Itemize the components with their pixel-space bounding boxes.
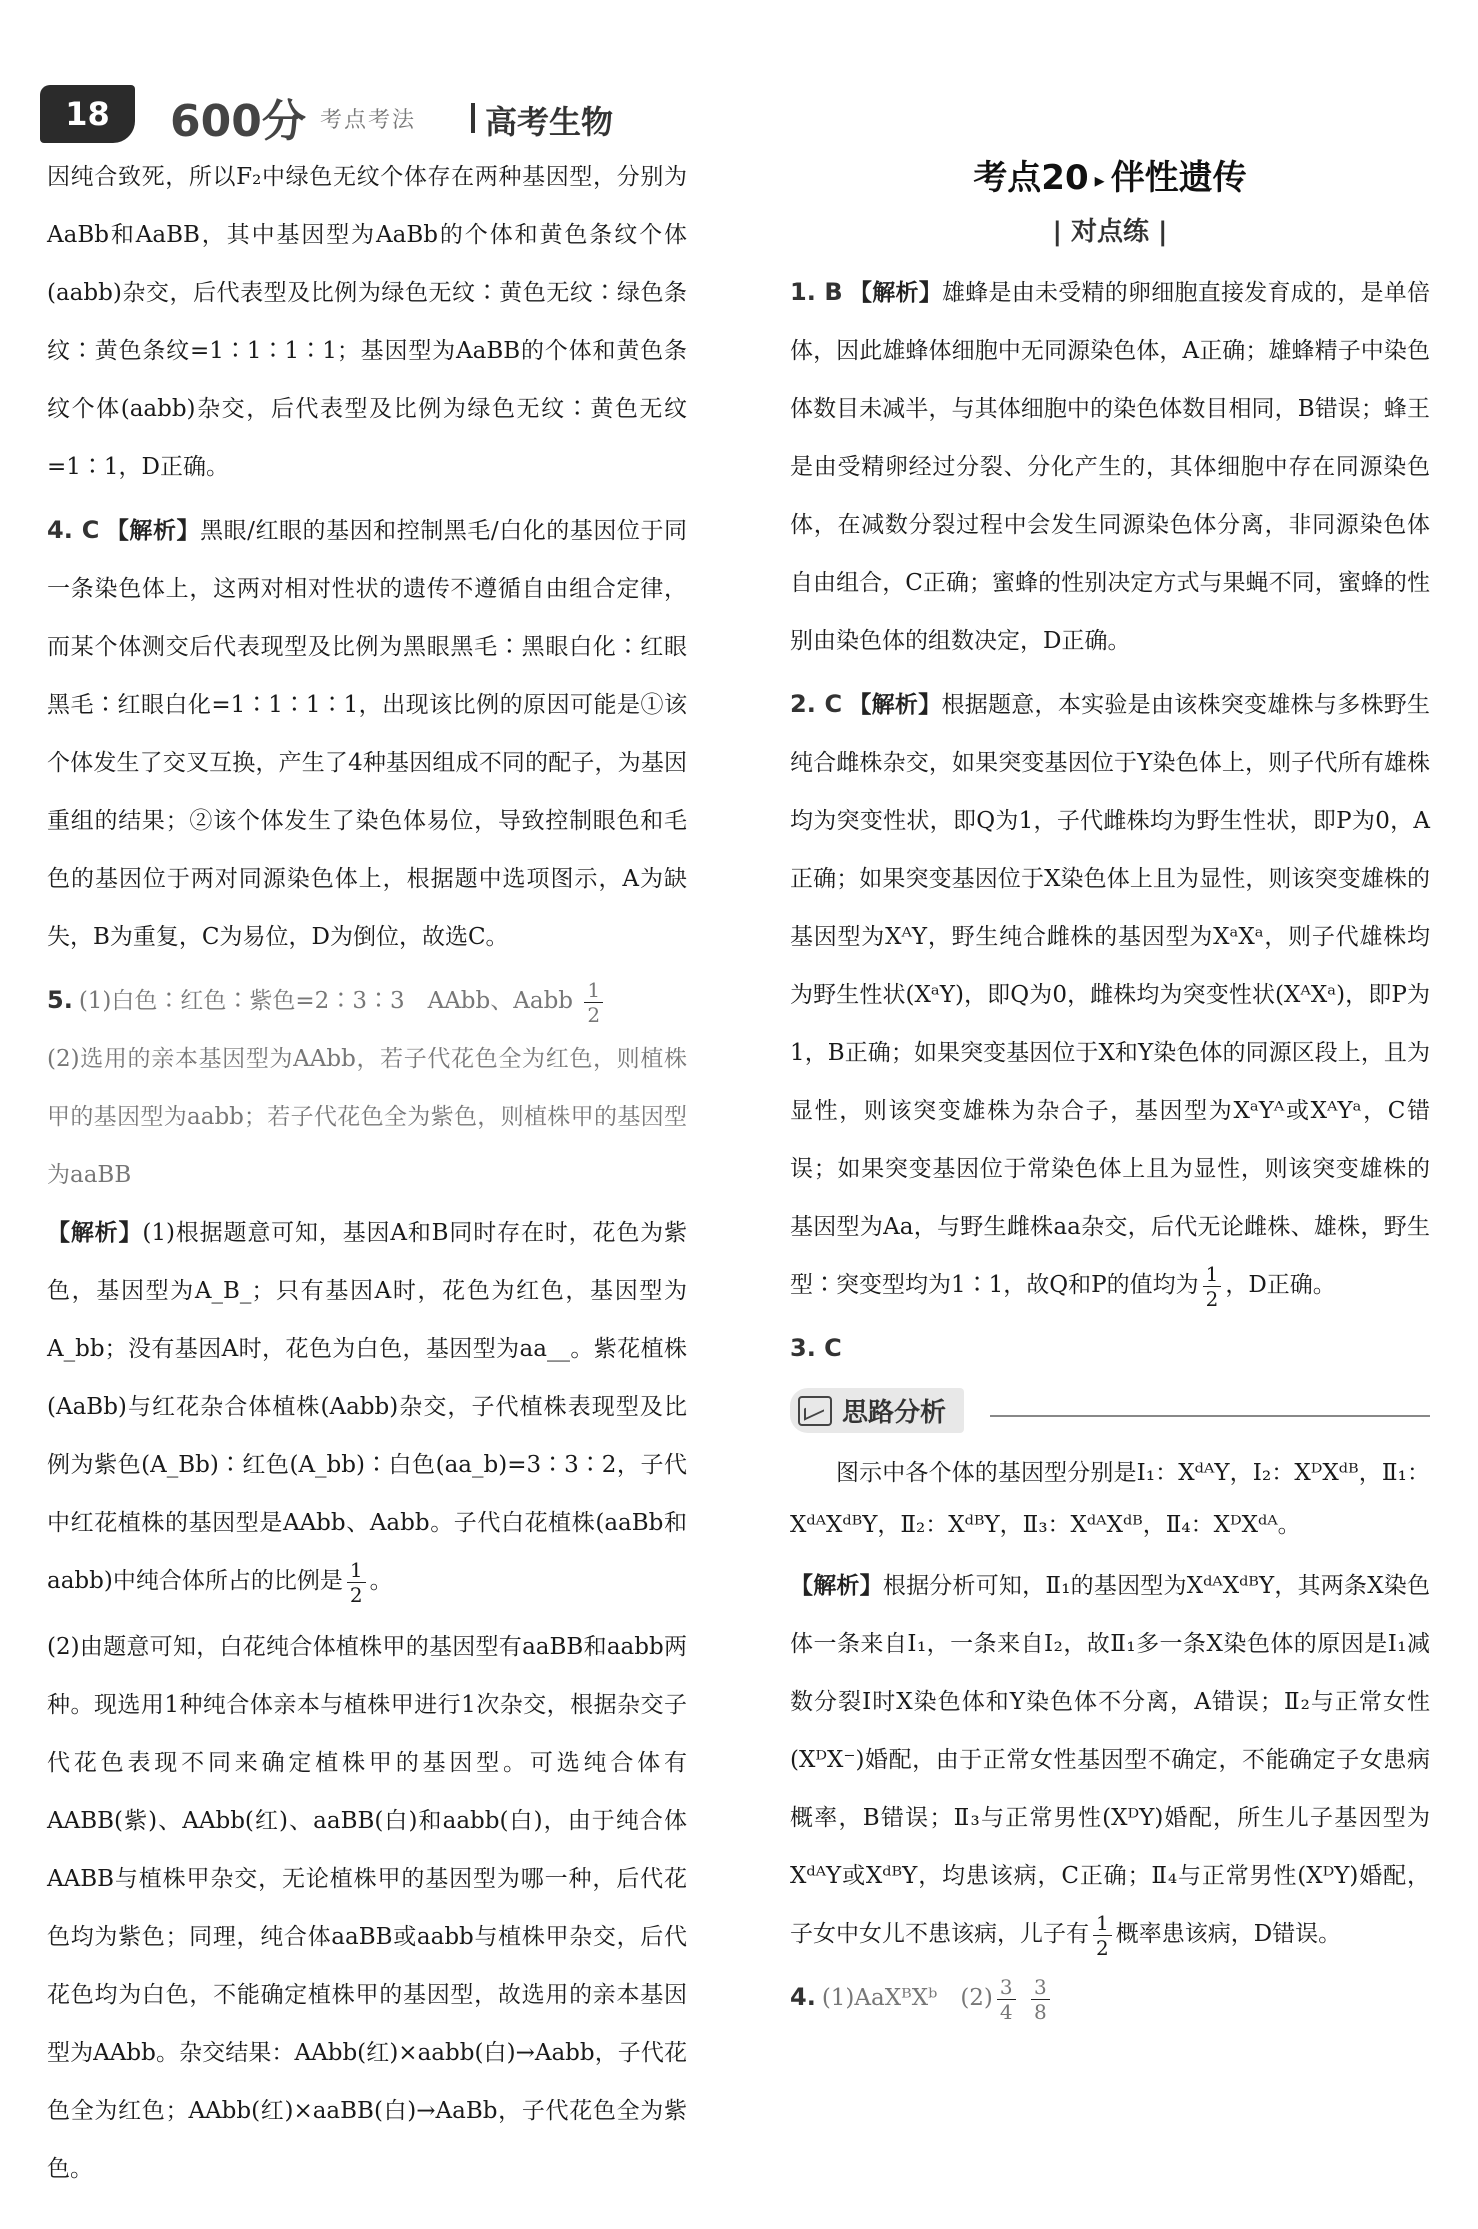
answer-5	[47, 972, 687, 1030]
explanation-5-part-2: (2)由题意可知，白花纯合体植株甲的基因型有aaBB和aabb两种。现选用1种纯合体亲本与植株甲进行1次杂交，根据杂交子代花色表现不同来确定植株甲的基因型。可选纯合体有AABB(紫)、AAbb(红)、aaBB(白)和aabb(白)，由于纯合体AABB与植株甲杂交，无论植株甲的基因型为哪一种，后代花色均为紫色；同理，纯合体aaBB或aabb与植株甲杂交，后代花色均为白色，不能确定植株甲的基因型，故选用的亲本基因型为AAbb。杂交结果：AAbb(红)×aabb(白)→Aabb，子代花色全为红色；AAbb(红)×aaBB(白)→AaBb，子代花色全为紫色。	[47, 1634, 687, 2182]
analysis-text: 图示中各个体的基因型分别是Ⅰ₁：XᵈᴬY，Ⅰ₂：XᴰXᵈᴮ，Ⅱ₁：XᵈᴬXᵈᴮY，Ⅱ₂：XᵈᴮY，Ⅱ₃：XᵈᴬXᵈᴮ，Ⅱ₄：XᴰXᵈᴬ。	[790, 1460, 1430, 1538]
brand-logo-subtitle: 考点考法	[320, 108, 417, 133]
answer-part-2: (2)选用的亲本基因型为AAbb，若子代花色全为红色，则植株甲的基因型为aabb；若子代花色全为紫色，则植株甲的基因型为aaBB	[47, 1046, 687, 1188]
fraction-denominator: 2	[1096, 1935, 1109, 1960]
triangle-icon: ▸	[1094, 167, 1105, 192]
fraction-denominator: 4	[999, 1999, 1013, 2024]
answer-3	[790, 1320, 1430, 1378]
fraction-numerator: 1	[347, 1558, 366, 1583]
answer-1	[790, 264, 1430, 670]
fraction-numerator: 1	[1203, 1262, 1222, 1287]
fraction-numerator: 1	[1093, 1911, 1112, 1936]
analysis-title: 思路分析	[842, 1398, 947, 1428]
fraction	[347, 1558, 366, 1607]
section-subtitle: | 对点练 |	[1052, 217, 1168, 247]
page-header	[40, 85, 660, 145]
answer-text: 根据题意，本实验是由该株突变雄株与多株野生纯合雌株杂交，如果突变基因位于Y染色体上，则子代所有雄株均为突变性状，即Q为1，子代雌株均为野生性状，即P为0，A正确；如果突变基因位于X染色体上且为显性，则该突变雄株的基因型为XᴬY，野生纯合雌株的基因型为XᵃXᵃ，则子代雄株均为野生性状(XᵃY)，即Q为0，雌株均为突变性状(XᴬXᵃ)，即P为1，B正确；如果突变基因位于X和Y染色体的同源区段上，且为显性，则该突变雄株为杂合子，基因型为XᵃYᴬ或XᴬYᵃ，C错误；如果突变基因位于常染色体上且为显性，则该突变雄株的基因型为Aa，与野生雌株aa杂交，后代无论雌株、雄株，野生型∶突变型均为1∶1，故Q和P的值均为	[790, 692, 1430, 1298]
explanation-text: (1)根据题意可知，基因A和B同时存在时，花色为紫色，基因型为A_B_；只有基因A时，花色为红色，基因型为A_bb；没有基因A时，花色为白色，基因型为aa__。紫花植株(AaBb)与红花杂合体植株(Aabb)杂交，子代植株表现型及比例为紫色(A_Bb)∶红色(A_bb)∶白色(aa_b)=3∶3∶2，子代中红花植株的基因型是AAbb、Aabb。子代白花植株(aaBb和aabb)中纯合体所占的比例是	[47, 1220, 688, 1594]
answer-text: 雄蜂是由未受精的卵细胞直接发育成的，是单倍体，因此雄蜂体细胞中无同源染色体，A正确；雄蜂精子中染色体数目未减半，与其体细胞中的染色体数目相同，B错误；蜂王是由受精卵经过分裂、分化产生的，其体细胞中存在同源染色体，在减数分裂过程中会发生同源染色体分离，非同源染色体自由组合，C正确；蜜蜂的性别决定方式与果蝇不同，蜜蜂的性别由染色体的组数决定，D正确。	[790, 280, 1431, 654]
question-number: 5.	[47, 986, 73, 1014]
explanation-5-part-1	[47, 1204, 687, 1610]
answer-part-1: (1)白色∶红色∶紫色=2∶3∶3 AAbb、Aabb	[78, 988, 574, 1014]
divider	[990, 1415, 1430, 1417]
analysis-tag: 【解析】	[848, 280, 942, 306]
topic-heading	[790, 150, 1430, 199]
explanation-text: 根据分析可知，Ⅱ₁的基因型为XᵈᴬXᵈᴮY，其两条X染色体一条来自Ⅰ₁，一条来自Ⅰ₂，故Ⅱ₁多一条X染色体的原因是Ⅰ₁减数分裂Ⅰ时X染色体和Y染色体不分离，A错误；Ⅱ₂与正常女性(XᴰX⁻)婚配，由于正常女性基因型不确定，不能确定子女患病概率，B错误；Ⅱ₃与正常男性(XᴰY)婚配，所生儿子基因型为XᵈᴬY或XᵈᴮY，均患该病，C正确；Ⅱ₄与正常男性(XᴰY)婚配，子女中女儿不患该病，儿子有	[790, 1573, 1431, 1947]
answer-text: 黑眼/红眼的基因和控制黑毛/白化的基因位于同一条染色体上，这两对相对性状的遗传不遵循自由组合定律，而某个体测交后代表现型及比例为黑眼黑毛∶黑眼白化∶红眼黑毛∶红眼白化=1∶1∶1∶1，出现该比例的原因可能是①该个体发生了交叉互换，产生了4种基因组成不同的配子，为基因重组的结果；②该个体发生了染色体易位，导致控制眼色和毛色的基因位于两对同源染色体上，根据题中选项图示，A为缺失，B为重复，C为易位，D为倒位，故选C。	[47, 518, 688, 950]
analysis-tag: 【解析】	[47, 1220, 143, 1246]
subject-title: 高考生物	[485, 97, 613, 143]
right-column	[790, 148, 1430, 2027]
sentence-end: 概率患该病，D错误。	[1115, 1921, 1342, 1947]
answer-2	[790, 676, 1430, 1314]
analysis-tag: 【解析】	[105, 518, 201, 544]
fraction	[997, 1975, 1016, 2024]
answer-4	[790, 1969, 1430, 2027]
sentence-end: 。	[369, 1568, 393, 1594]
sentence-end: ，D正确。	[1225, 1272, 1336, 1298]
answer-4	[47, 502, 687, 966]
fraction-denominator: 2	[1205, 1286, 1219, 1311]
question-number: 3. C	[790, 1334, 842, 1362]
analysis-tag: 【解析】	[790, 1573, 883, 1599]
analysis-heading	[790, 1388, 964, 1433]
fraction	[584, 978, 603, 1027]
brand-logo: 600分	[170, 96, 306, 147]
fraction-numerator: 3	[997, 1975, 1016, 2000]
fraction	[1203, 1262, 1222, 1311]
fraction-numerator: 3	[1031, 1975, 1050, 2000]
question-number: 1. B	[790, 278, 843, 306]
question-number: 2. C	[790, 690, 843, 718]
fraction-numerator: 1	[584, 978, 603, 1003]
answer-text: (1)AaXᴮXᵇ (2)	[821, 1985, 993, 2011]
fraction-denominator: 2	[349, 1582, 363, 1607]
fraction-denominator: 8	[1033, 1999, 1047, 2024]
explanation-3	[790, 1557, 1430, 1963]
fraction-denominator: 2	[587, 1002, 601, 1027]
fraction	[1093, 1911, 1112, 1960]
topic-title: 伴性遗传	[1110, 158, 1247, 198]
page-number-badge: 18	[40, 85, 135, 143]
fraction	[1031, 1975, 1050, 2024]
analysis-tag: 【解析】	[848, 692, 942, 718]
chart-icon	[798, 1396, 832, 1426]
question-number: 4. C	[47, 516, 100, 544]
question-number: 4.	[790, 1983, 816, 2011]
paragraph-continuation: 因纯合致死，所以F₂中绿色无纹个体存在两种基因型，分别为AaBb和AaBB，其中基因型为AaBb的个体和黄色条纹个体(aabb)杂交，后代表型及比例为绿色无纹∶黄色无纹∶绿色条纹∶黄色条纹=1∶1∶1∶1；基因型为AaBB的个体和黄色条纹个体(aabb)杂交，后代表型及比例为绿色无纹∶黄色无纹=1∶1，D正确。	[47, 164, 687, 480]
left-column	[47, 148, 687, 2198]
topic-number: 考点20	[973, 158, 1089, 198]
